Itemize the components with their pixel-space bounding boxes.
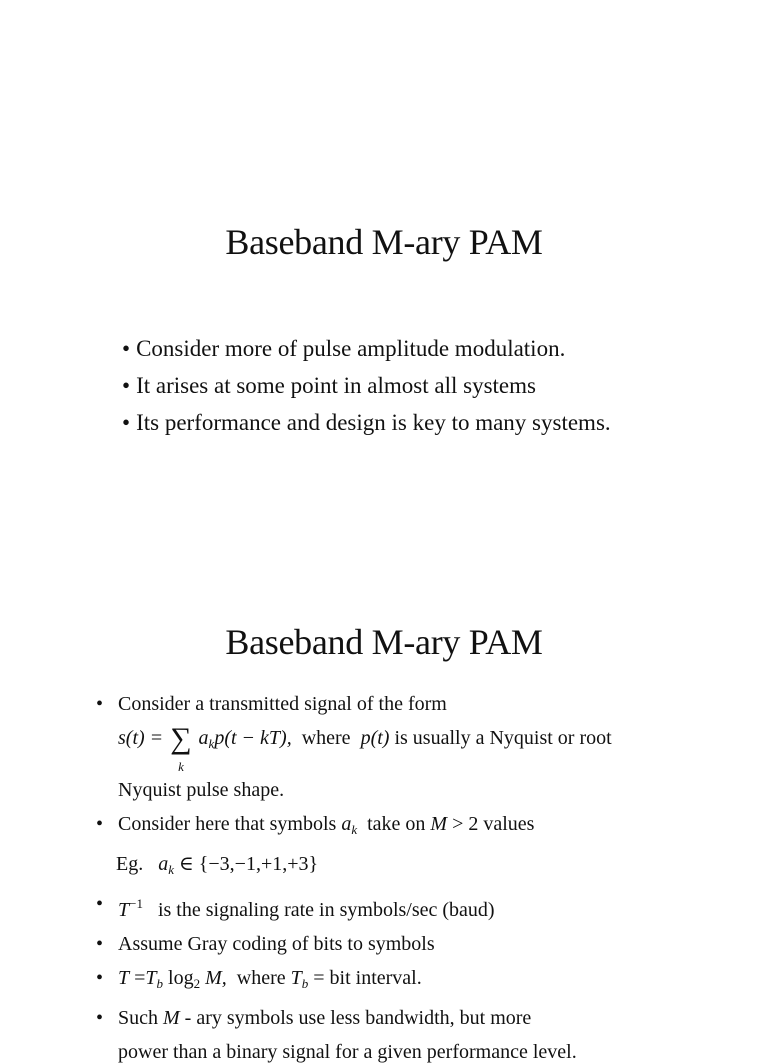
slide-2-title: Baseband M-ary PAM	[225, 622, 543, 662]
signal-formula: s(t) = ∑ k $a_kp(t - kT)$, where p(t) is usually a Nyquist or root	[118, 722, 612, 774]
bullet-icon: •	[96, 967, 104, 989]
list-item-continuation: Nyquist pulse shape.	[118, 779, 285, 801]
slide-1-bullet-list	[122, 333, 642, 444]
list-item: • Consider a transmitted signal of the form	[96, 693, 447, 715]
bullet-icon: •	[122, 410, 131, 435]
list-item: • Assume Gray coding of bits to symbols	[96, 933, 435, 955]
slide-1-title: Baseband M-ary PAM	[225, 222, 543, 262]
bullet-icon: •	[122, 373, 131, 398]
slide-2-bullet-list	[96, 692, 696, 1064]
list-item: • Consider here that symbols $a_k$ take on M > 2 values	[96, 813, 535, 837]
bullet-icon: •	[122, 336, 131, 361]
list-item: • Consider more of pulse amplitude modulation.	[122, 336, 566, 361]
bullet-icon: •	[96, 1007, 104, 1029]
bullet-icon: •	[96, 893, 104, 915]
list-item: • $T^{-1}$ is the signaling rate in symbols/sec (baud)	[96, 893, 495, 921]
bullet-icon: •	[96, 693, 104, 715]
list-item-continuation: power than a binary signal for a given performance level.	[118, 1041, 577, 1063]
slide-2	[0, 512, 768, 1063]
list-item: • $T =T_b$ $\log_2 M$, where $T_b$ = bit interval.	[96, 967, 422, 991]
list-item: • Its performance and design is key to many systems.	[122, 410, 611, 435]
list-item: • It arises at some point in almost all systems	[122, 373, 536, 398]
bullet-icon: •	[96, 813, 104, 835]
list-item: • Such M - ary symbols use less bandwidth, but more	[96, 1007, 532, 1029]
bullet-icon: •	[96, 933, 104, 955]
summation-symbol: ∑ k	[170, 722, 192, 774]
example-line: Eg. $a_k$ ∈ {−3,−1,+1,+3}	[116, 853, 319, 877]
slide-1	[0, 0, 768, 512]
